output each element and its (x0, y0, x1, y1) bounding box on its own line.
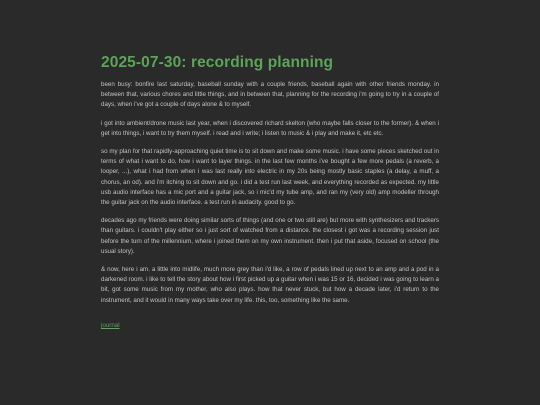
journal-post (101, 54, 439, 332)
post-title: 2025-07-30: recording planning (101, 54, 334, 71)
post-paragraph: so my plan for that rapidly-approaching quiet time is to sit down and make some music. i have some pieces sketched out in terms of what i want to do, how i want to layer things. in the last few months i've bought a few more pedals (a reverb, a looper, ...), what i had from when i was last really into electric in my 20s being mostly basic staples (a delay, a muff, a chorus, an od). and i'm itching to sit down and go. i did a test run last week, and everything recorded as expected. my little usb audio interface has a mic port and a guitar jack, so i mic'd my tube amp, and ran my (very old) amp modeller through the guitar jack on the audio interface. a test run in audacity. good to go. (101, 148, 439, 207)
post-paragraph: decades ago my friends were doing similar sorts of things (and one or two still are) but more with synthesizers and trackers than guitars. i couldn't play either so i just sort of watched from a distance. the closest i got was a recording session just before the turn of the millennium, where i joined them on my own instrument. then i put that aside, focused on school (the usual story). (101, 217, 439, 255)
post-paragraph: i got into ambient/drone music last year, when i discovered richard skelton (who maybe falls closer to the former). & when i get into things, i want to try them myself. i read and i write; i listen to music & i play and make it, etc etc. (101, 119, 439, 137)
post-paragraph: been busy: bonfire last saturday, baseball sunday with a couple friends, baseball again with other friends monday. in between that, various chores and little things, and in between that, planning for the recording i'm going to try in a couple of days, when i've got a couple of days alone & to myself. (101, 81, 439, 109)
post-body (101, 80, 439, 306)
tag-link-journal[interactable]: journal (101, 321, 120, 329)
post-paragraph: & now, here i am. a little into midlife, much more grey than i'd like, a row of pedals lined up next to an amp and a pod in a darkened room. i like to tell the story about how i first picked up a guitar when i was 15 or 16, decided i was going to learn a bit, got some music from my mother, who also plays. how that never stuck, but how a decade later, i'd return to the instrument, and it would in many ways take over my life. this, too, something like the same. (101, 266, 439, 304)
